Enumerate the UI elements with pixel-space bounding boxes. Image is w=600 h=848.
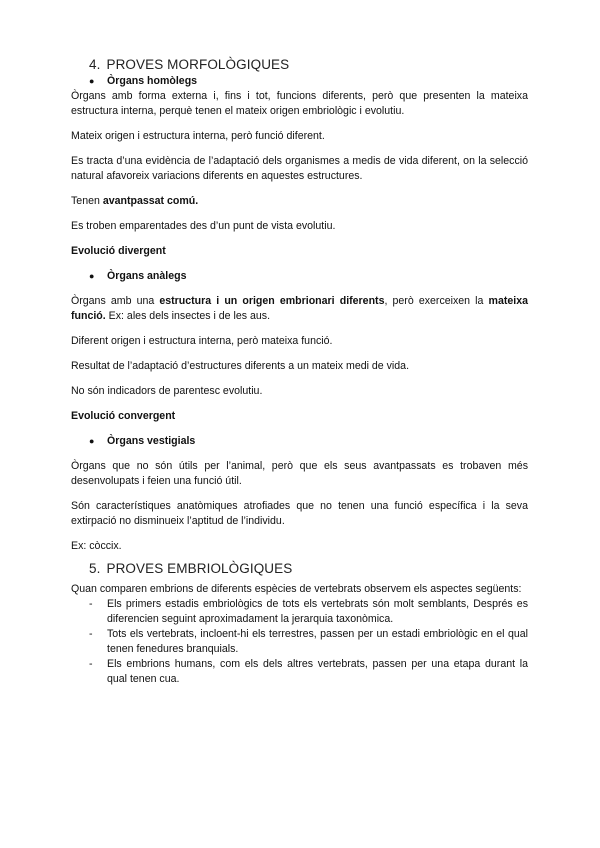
- paragraph: Mateix origen i estructura interna, però funció diferent.: [71, 130, 325, 142]
- paragraph: Es tracta d’una evidència de l’adaptació dels organismes a medis de vida diferent, on la selecció natural afavoreix variacions diferents en aquestes estructures.: [71, 155, 528, 182]
- paragraph: Es troben emparentades des d’un punt de vista evolutiu.: [71, 220, 336, 232]
- bullet-icon: ●: [89, 271, 95, 281]
- conclusion: Evolució divergent: [71, 245, 166, 257]
- section-5-heading: [71, 560, 528, 578]
- homologous-heading: ● Òrgans homòlegs: [89, 75, 198, 87]
- paragraph: Quan comparen embrions de diferents espècies de vertebrats observem els aspectes següents:: [71, 583, 522, 595]
- list-item: - Els primers estadis embriològics de tots els vertebrats són molt semblants, Després es diferencien seguint aproximadament la jerarquia taxonòmica.: [89, 598, 528, 625]
- paragraph: Diferent origen i estructura interna, però mateixa funció.: [71, 335, 333, 347]
- paragraph: Resultat de l’adaptació d’estructures diferents a un mateix medi de vida.: [71, 360, 410, 372]
- section-4-heading: [71, 56, 528, 74]
- conclusion: Evolució convergent: [71, 410, 176, 422]
- vestigial-heading: ● Òrgans vestigials: [89, 435, 196, 447]
- paragraph: Ex: còccix.: [71, 540, 122, 552]
- embryology-list: [71, 597, 528, 687]
- section-number: 4.: [89, 57, 101, 72]
- paragraph: Òrgans amb una estructura i un origen embrionari diferents, però exerceixen la mateixa funció. Ex: ales dels insectes i de les aus.: [71, 295, 528, 322]
- bullet-icon: ●: [89, 76, 95, 86]
- bullet-icon: ●: [89, 436, 95, 446]
- paragraph: Tenen avantpassat comú.: [71, 195, 199, 207]
- section-title: PROVES EMBRIOLÒGIQUES: [106, 561, 293, 576]
- paragraph: Òrgans amb forma externa i, fins i tot, funcions diferents, però que presenten la mateixa estructura interna, perquè tenen el mateix origen embriològic i evolutiu.: [71, 90, 528, 117]
- section-number: 5.: [89, 561, 101, 576]
- section-title: PROVES MORFOLÒGIQUES: [106, 57, 290, 72]
- paragraph: Són característiques anatòmiques atrofiades que no tenen una funció específica i la seva extirpació no disminueix l’aptitud de l’individu.: [71, 500, 528, 527]
- document-page: [71, 56, 528, 687]
- paragraph: Òrgans que no són útils per l’animal, però que els seus avantpassats es trobaven més desenvolupats i feien una funció útil.: [71, 460, 528, 487]
- paragraph: No són indicadors de parentesc evolutiu.: [71, 385, 263, 397]
- list-item: - Els embrions humans, com els dels altres vertebrats, passen per una etapa durant la qual tenen cua.: [89, 658, 528, 685]
- analogous-heading: ● Òrgans anàlegs: [89, 270, 187, 282]
- list-item: - Tots els vertebrats, incloent-hi els terrestres, passen per un estadi embriològic en el qual tenen fenedures branquials.: [89, 628, 528, 655]
